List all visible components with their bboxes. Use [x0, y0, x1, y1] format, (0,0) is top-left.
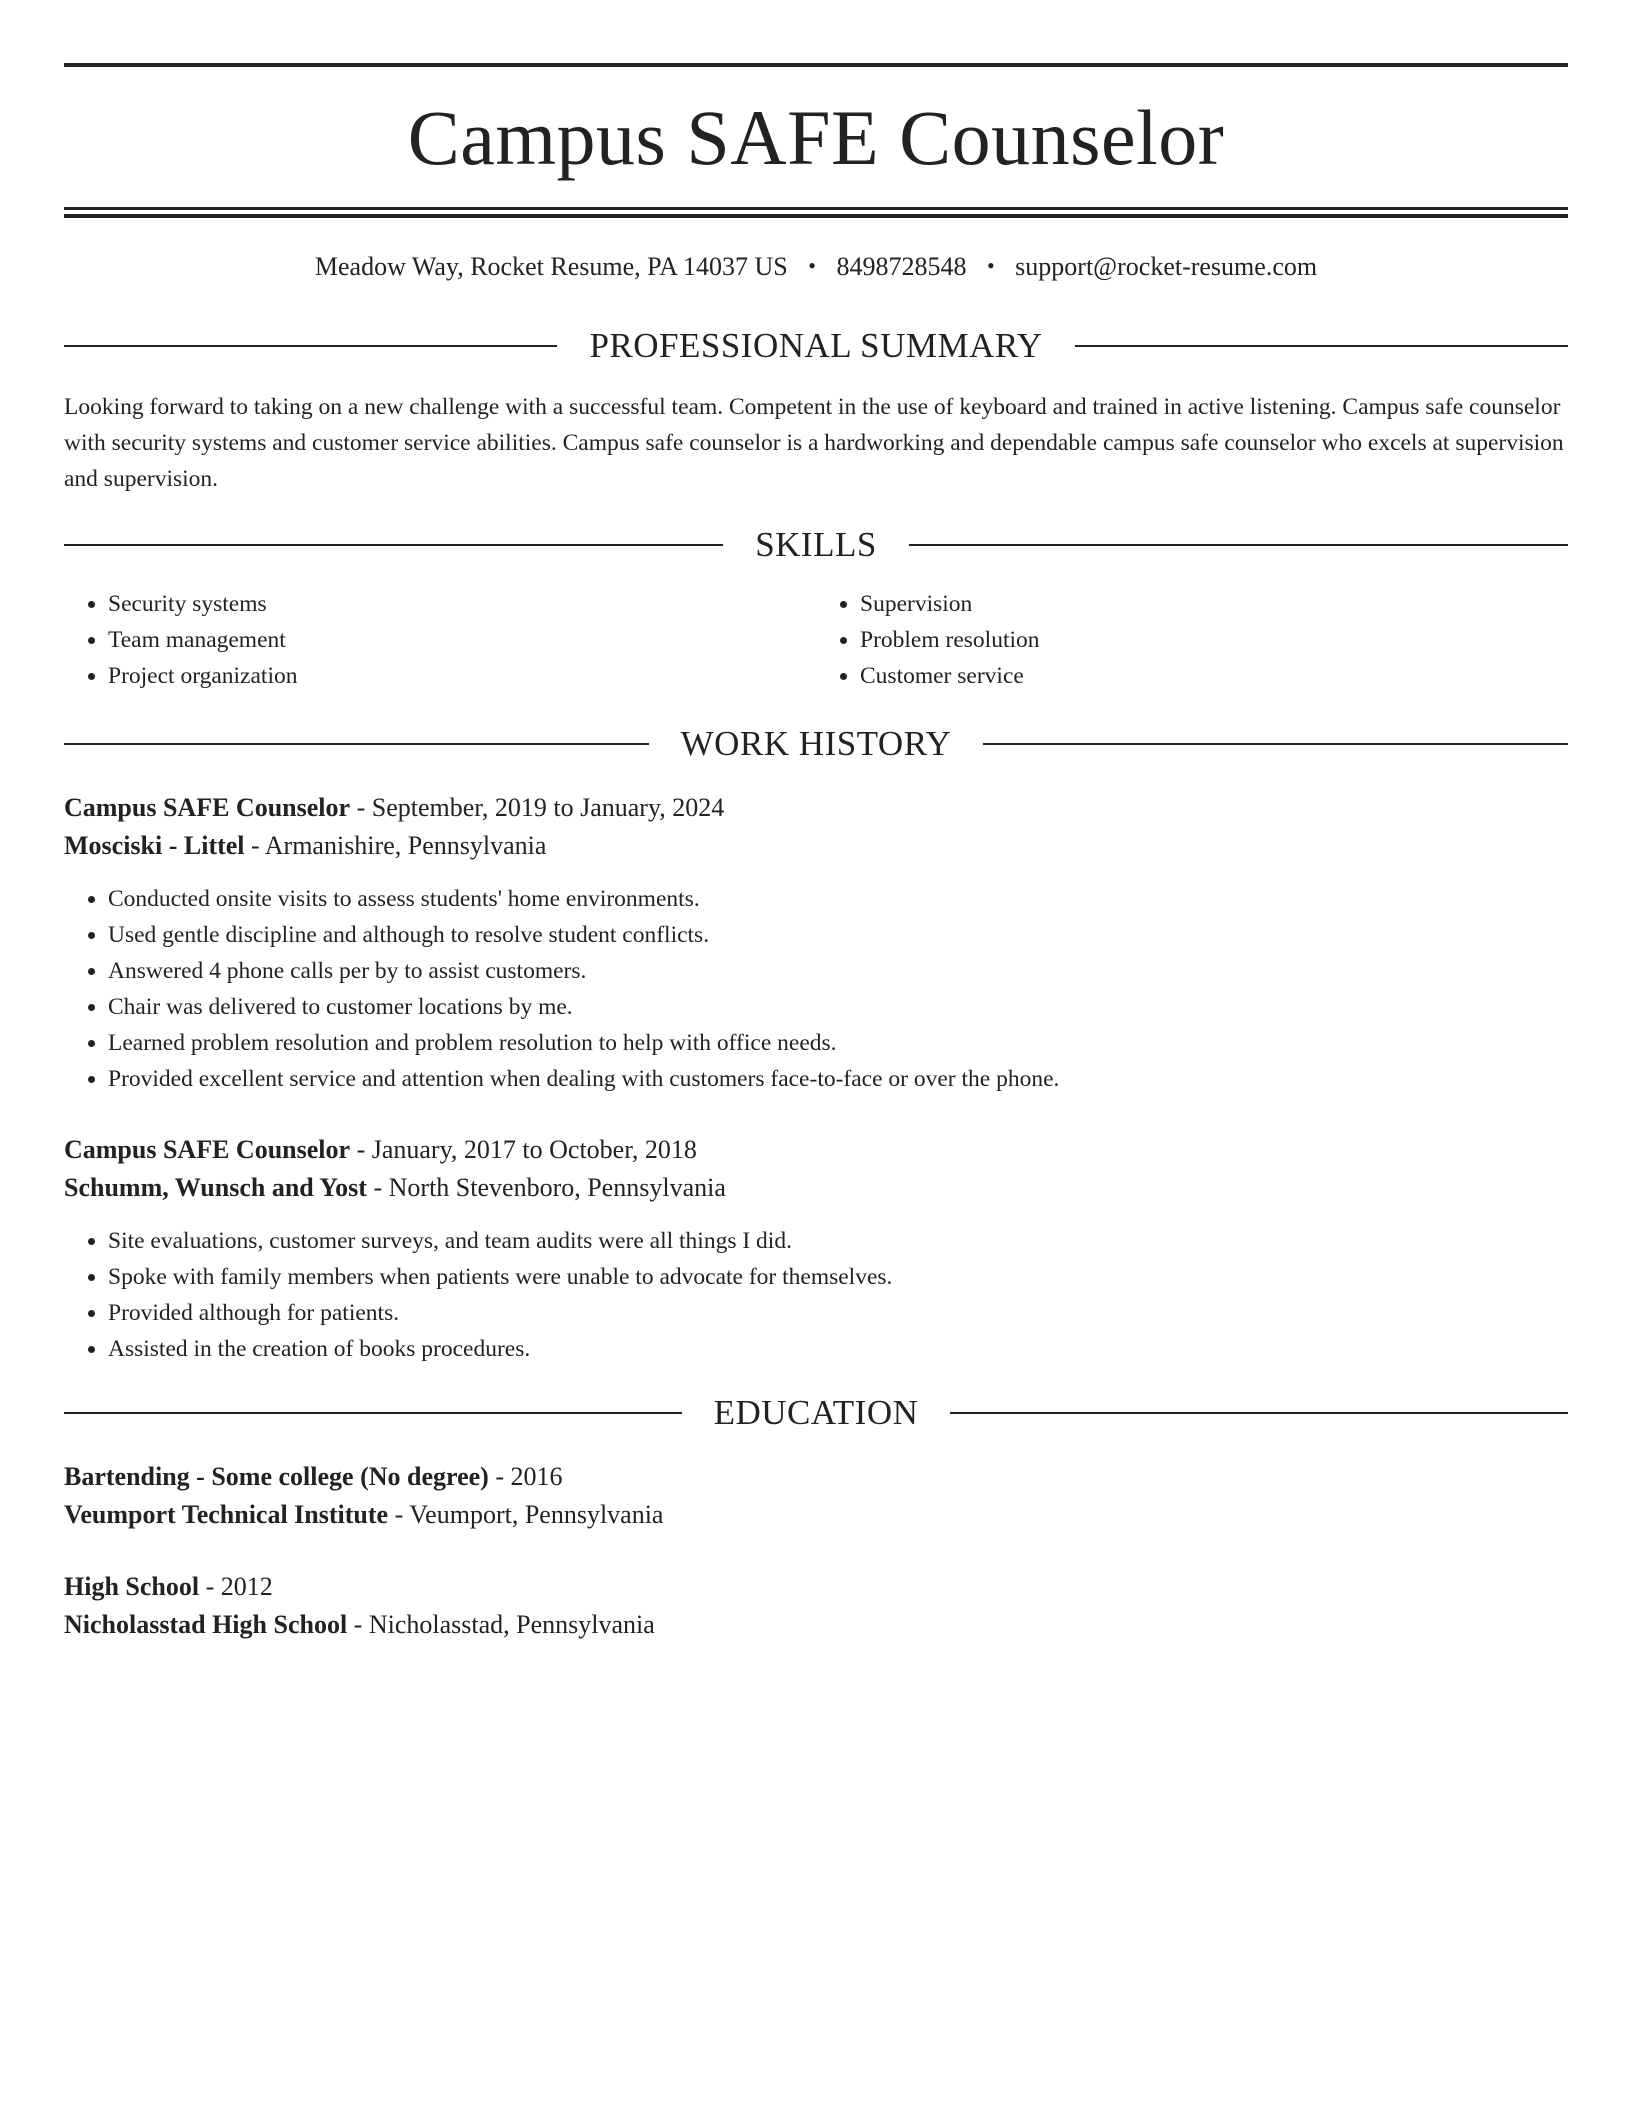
- job-bullet: • Conducted onsite visits to assess students' home environments.: [108, 881, 1568, 917]
- job-bullet: • Learned problem resolution and problem resolution to help with office needs.: [108, 1025, 1568, 1061]
- contact-phone: 8498728548: [836, 252, 967, 281]
- job-entry: [64, 1131, 1568, 1367]
- skill-item: • Project organization: [108, 658, 816, 694]
- job-bullet: • Assisted in the creation of books procedures.: [108, 1331, 1568, 1367]
- title-double-rule: [64, 207, 1568, 218]
- contact-address: Meadow Way, Rocket Resume, PA 14037 US: [314, 252, 788, 281]
- job-bullet: • Site evaluations, customer surveys, and team audits were all things I did.: [108, 1223, 1568, 1259]
- education-degree-line: High School - 2012: [64, 1572, 273, 1601]
- education-entry: [64, 1458, 1568, 1534]
- job-bullet: • Provided excellent service and attention when dealing with customers face-to-face or over the phone.: [108, 1061, 1568, 1097]
- job-title: Campus SAFE Counselor: [64, 1135, 351, 1164]
- job-bullet: • Used gentle discipline and although to resolve student conflicts.: [108, 917, 1568, 953]
- section-title-skills: SKILLS: [755, 525, 877, 564]
- education-degree-line: Bartending - Some college (No degree) - 2016: [64, 1462, 563, 1491]
- heading-rule: [950, 1412, 1568, 1414]
- job-bullets: [64, 881, 1568, 1097]
- job-title: Campus SAFE Counselor: [64, 793, 351, 822]
- job-entry: [64, 789, 1568, 1097]
- heading-rule: [983, 743, 1568, 745]
- section-heading-education: [64, 1395, 1568, 1430]
- contact-email: support@rocket-resume.com: [1015, 252, 1318, 281]
- job-company: Schumm, Wunsch and Yost: [64, 1173, 367, 1202]
- skills-column-right: [816, 586, 1568, 694]
- skills-list: [64, 586, 1568, 694]
- skill-item: • Customer service: [860, 658, 1568, 694]
- heading-rule: [64, 345, 557, 347]
- section-title-summary: PROFESSIONAL SUMMARY: [589, 326, 1043, 365]
- section-heading-work: [64, 726, 1568, 761]
- education-degree: Bartending - Some college (No degree): [64, 1462, 489, 1491]
- job-bullet: • Chair was delivered to customer locations by me.: [108, 989, 1568, 1025]
- skills-column-left: [64, 586, 816, 694]
- top-rule: [64, 63, 1568, 67]
- education-school-line: Nicholasstad High School - Nicholasstad, Pennsylvania: [64, 1610, 655, 1639]
- education-school-line: Veumport Technical Institute - Veumport, Pennsylvania: [64, 1500, 664, 1529]
- job-location: Armanishire, Pennsylvania: [264, 831, 547, 860]
- education-year: 2012: [220, 1572, 273, 1601]
- heading-rule: [909, 544, 1568, 546]
- job-title-line: Campus SAFE Counselor - January, 2017 to October, 2018: [64, 1135, 697, 1164]
- education-entry: [64, 1568, 1568, 1644]
- heading-rule: [64, 1412, 682, 1414]
- contact-line: [64, 254, 1568, 280]
- job-location: North Stevenboro, Pennsylvania: [388, 1173, 726, 1202]
- education-degree: High School: [64, 1572, 200, 1601]
- skill-item: • Team management: [108, 622, 816, 658]
- heading-rule: [64, 743, 649, 745]
- education-school: Nicholasstad High School: [64, 1610, 348, 1639]
- skill-item: • Supervision: [860, 586, 1568, 622]
- section-title-work: WORK HISTORY: [680, 724, 952, 763]
- section-heading-skills: [64, 527, 1568, 562]
- skill-item: • Security systems: [108, 586, 816, 622]
- resume-title: Campus SAFE Counselor: [407, 94, 1225, 181]
- job-company-line: Mosciski - Littel - Armanishire, Pennsylvania: [64, 831, 547, 860]
- job-bullet: • Spoke with family members when patients were unable to advocate for themselves.: [108, 1259, 1568, 1295]
- job-company-line: Schumm, Wunsch and Yost - North Stevenboro, Pennsylvania: [64, 1173, 726, 1202]
- contact-separator: •: [808, 253, 816, 278]
- skill-item: • Problem resolution: [860, 622, 1568, 658]
- education-year: 2016: [510, 1462, 563, 1491]
- job-dates: September, 2019 to January, 2024: [371, 793, 725, 822]
- section-heading-summary: [64, 328, 1568, 363]
- education-location: Veumport, Pennsylvania: [409, 1500, 664, 1529]
- education-school: Veumport Technical Institute: [64, 1500, 389, 1529]
- heading-rule: [64, 544, 723, 546]
- education-location: Nicholasstad, Pennsylvania: [368, 1610, 655, 1639]
- job-bullets: [64, 1223, 1568, 1367]
- job-company: Mosciski - Littel: [64, 831, 245, 860]
- job-dates: January, 2017 to October, 2018: [371, 1135, 697, 1164]
- heading-rule: [1075, 345, 1568, 347]
- summary-text: Looking forward to taking on a new challenge with a successful team. Competent in the use of keyboard and trained in active listening. Campus safe counselor with security systems and customer service abilities. Campus safe counselor is a hardworking and dependable campus safe counselor who excels at supervision and supervision.: [64, 394, 1564, 492]
- job-bullet: • Answered 4 phone calls per by to assist customers.: [108, 953, 1568, 989]
- section-title-education: EDUCATION: [713, 1393, 919, 1432]
- job-title-line: Campus SAFE Counselor - September, 2019 to January, 2024: [64, 793, 725, 822]
- contact-separator: •: [986, 253, 995, 278]
- job-bullet: • Provided although for patients.: [108, 1295, 1568, 1331]
